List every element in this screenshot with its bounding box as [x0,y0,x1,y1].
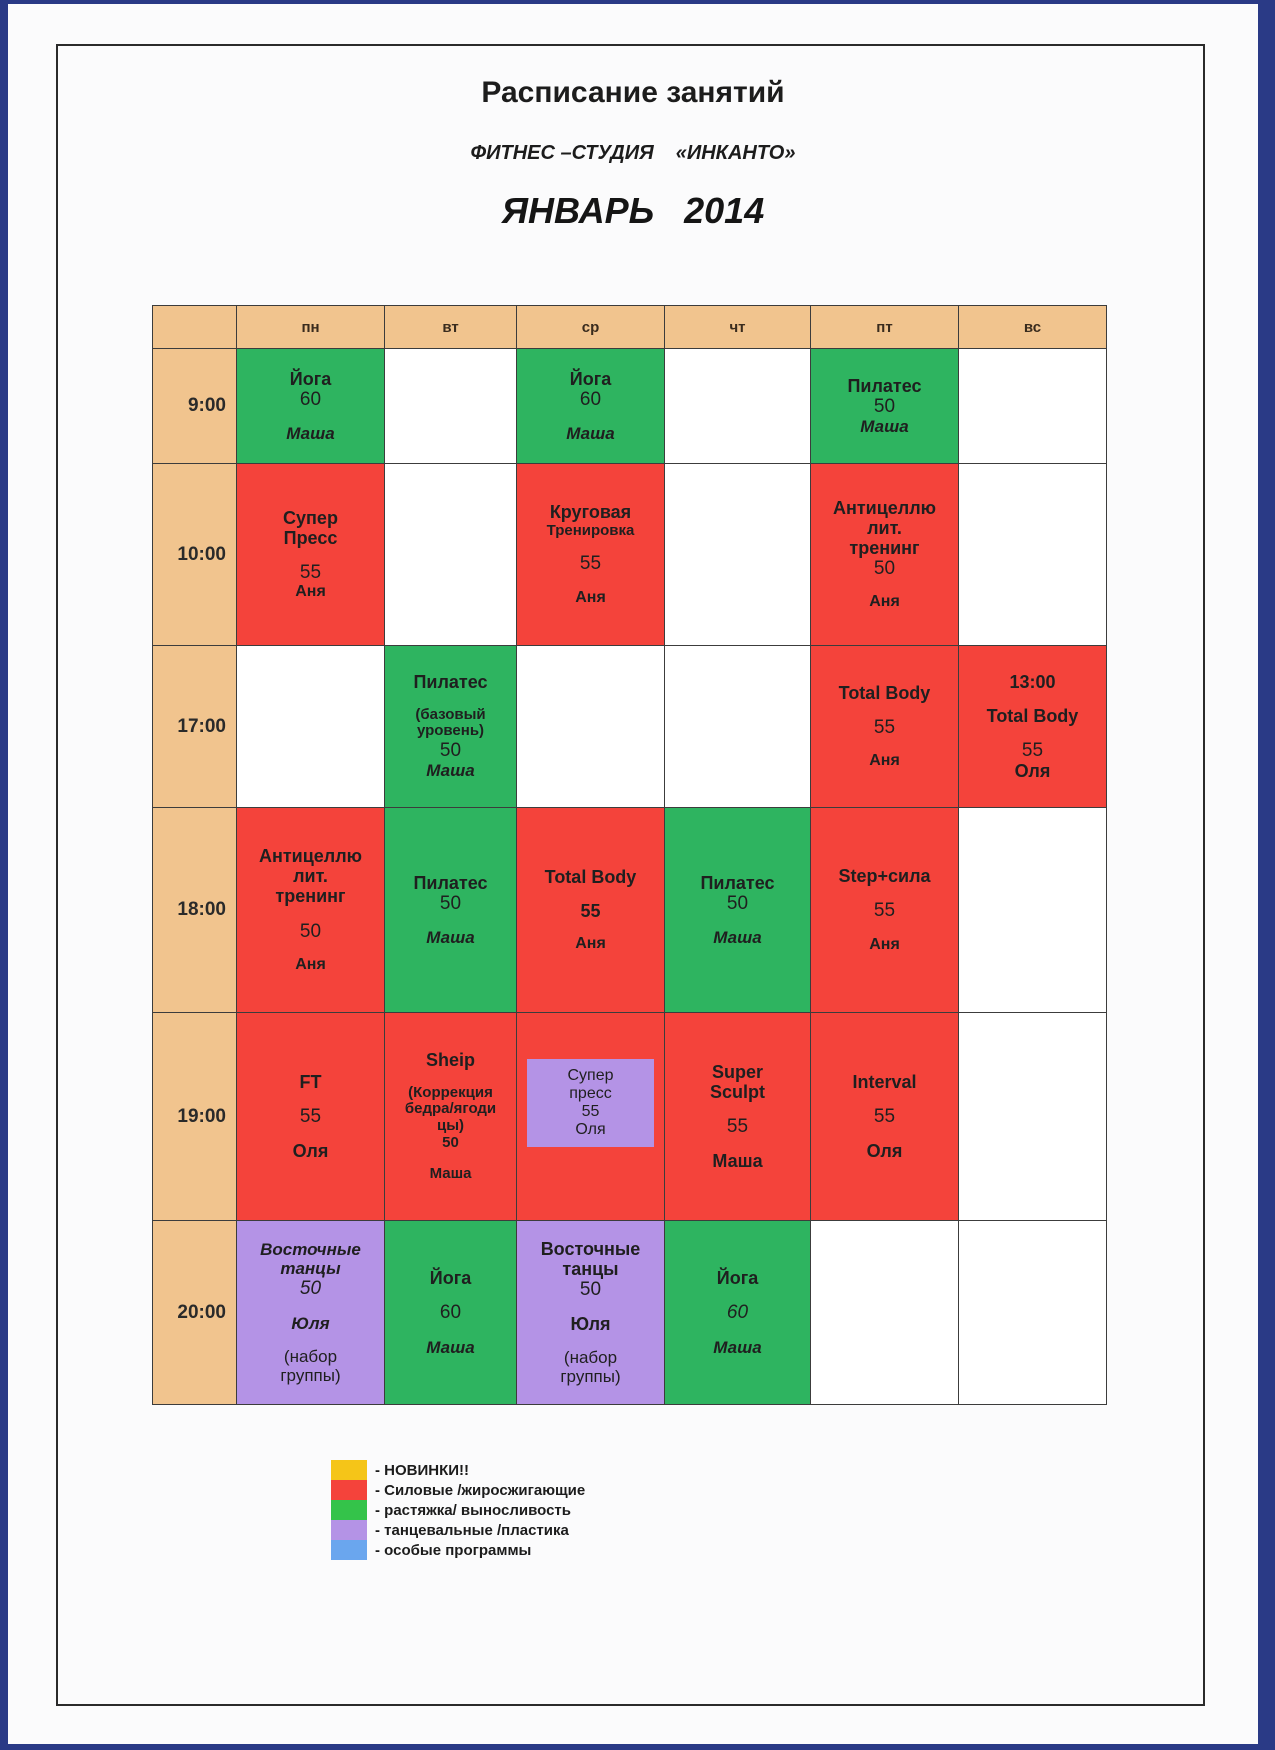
day-header: ср [517,306,665,349]
class-trainer: Оля [575,1120,606,1138]
empty-slot [959,464,1107,646]
class-trainer: Аня [295,955,326,973]
class-name: Interval [852,1071,917,1092]
class-name: Круговая [549,502,632,523]
class-name: танцы [562,1258,619,1279]
corner-cell [153,306,237,349]
class-duration: 60 [726,1302,749,1324]
class-cell [665,1013,811,1221]
class-duration: 50 [726,892,749,914]
class-note: бедра/ягоди [404,1100,497,1118]
class-name: Тренировка [546,521,635,539]
class-cell [385,646,517,808]
class-name: Total Body [986,705,1079,726]
class-cell [237,464,385,646]
time-cell: 18:00 [153,808,237,1013]
studio-prefix: ФИТНЕС –СТУДИЯ [470,142,654,164]
class-cell [665,1221,811,1405]
legend-label: - особые программы [375,1541,532,1559]
class-name: Йога [289,368,332,389]
class-duration: 60 [299,388,322,410]
class-name: FT [299,1071,322,1092]
class-cell [385,1013,517,1221]
empty-slot [385,349,517,464]
class-trainer: Маша [286,424,335,444]
class-name: лит. [867,517,902,538]
class-cell [517,1013,665,1221]
class-cell [811,349,959,464]
day-header: вс [959,306,1107,349]
empty-slot [665,349,811,464]
class-name: Step+сила [838,866,931,887]
class-name: Пилатес [847,375,922,396]
legend-label: - НОВИНКИ!! [375,1461,470,1479]
class-name: Йога [429,1268,472,1289]
studio-line [8,142,1258,165]
header-row [153,306,1107,349]
class-name: Антицеллю [258,846,363,867]
class-cell [237,349,385,464]
class-duration: 50 [442,1133,459,1151]
class-duration: 55 [873,716,896,738]
class-cell [665,808,811,1013]
class-trainer: Маша [860,417,909,437]
class-cell [385,1221,517,1405]
class-duration: 50 [439,892,462,914]
class-name: Йога [569,368,612,389]
class-name: Йога [716,1268,759,1289]
class-name: Total Body [544,866,637,887]
month-name: ЯНВАРЬ [501,190,655,231]
legend-label: - растяжка/ выносливость [375,1501,571,1519]
class-name: Пилатес [700,872,775,893]
time-row [153,1221,1107,1405]
class-name: пресс [569,1084,612,1102]
class-name: Пилатес [413,672,488,693]
class-cell [811,646,959,808]
class-trainer: Аня [575,588,606,606]
schedule-table [152,305,1107,1405]
class-name: тренинг [275,886,346,907]
class-cell [237,1013,385,1221]
time-cell: 10:00 [153,464,237,646]
class-name: Пресс [283,527,338,548]
month-year: 2014 [684,190,765,231]
class-trainer: Маша [426,1337,475,1357]
class-cell [959,646,1107,808]
day-header: пт [811,306,959,349]
class-duration: 55 [580,901,601,922]
class-note: группы) [560,1367,621,1387]
legend-swatch [331,1480,367,1500]
class-name: Sheip [425,1050,475,1071]
class-cell [517,808,665,1013]
day-header: вт [385,306,517,349]
class-cell [811,808,959,1013]
class-duration: 55 [726,1115,749,1137]
legend-swatch [331,1540,367,1560]
time-cell: 19:00 [153,1013,237,1221]
class-note: (базовый [415,705,486,723]
class-trainer: Аня [869,593,900,611]
class-duration: 55 [873,900,896,922]
legend-item [331,1540,585,1560]
class-cell [517,464,665,646]
legend-item [331,1500,585,1520]
class-start-time: 13:00 [1009,671,1056,692]
legend-swatch [331,1460,367,1480]
class-trainer: Аня [869,752,900,770]
class-name: Супер [283,507,338,528]
class-note: уровень) [416,722,485,740]
legend-label: - танцевальные /пластика [375,1521,569,1539]
time-cell: 20:00 [153,1221,237,1405]
class-note: (Коррекция [408,1083,493,1101]
time-cell: 9:00 [153,349,237,464]
class-trainer: Маша [426,761,475,781]
class-duration: 50 [299,1278,322,1300]
class-cell [517,349,665,464]
empty-slot [959,1013,1107,1221]
class-trainer: Маша [426,928,475,948]
class-duration: 50 [299,920,322,942]
empty-slot [665,464,811,646]
empty-slot [811,1221,959,1405]
paper-sheet [8,4,1258,1744]
class-note: цы) [436,1117,465,1135]
class-name: Супер [567,1066,614,1084]
class-trainer: Маша [713,928,762,948]
class-name: Антицеллю [832,497,937,518]
empty-slot [959,1221,1107,1405]
class-duration: 55 [299,562,322,584]
class-duration: 50 [579,1278,602,1300]
class-trainer: Аня [869,935,900,953]
class-duration: 50 [873,395,896,417]
class-duration: 60 [579,388,602,410]
class-name: Восточные [260,1240,361,1260]
time-row [153,464,1107,646]
class-trainer: Оля [866,1141,903,1162]
class-duration: 55 [579,553,602,575]
color-legend [331,1460,585,1560]
class-trainer: Маша [566,424,615,444]
legend-item [331,1520,585,1540]
empty-slot [517,646,665,808]
class-note: группы) [280,1365,341,1385]
highlight-block [527,1059,654,1147]
class-duration: 50 [873,558,896,580]
time-row [153,646,1107,808]
empty-slot [959,349,1107,464]
day-header: чт [665,306,811,349]
class-duration: 55 [581,1102,600,1120]
class-cell [811,464,959,646]
class-name: лит. [293,866,328,887]
class-cell [517,1221,665,1405]
class-name: Восточные [540,1238,641,1259]
class-duration: 50 [439,740,462,762]
time-cell: 17:00 [153,646,237,808]
class-name: Пилатес [413,872,488,893]
class-note: (набор [563,1348,618,1368]
legend-item [331,1480,585,1500]
studio-name: «ИНКАНТО» [675,142,796,164]
empty-slot [959,808,1107,1013]
empty-slot [237,646,385,808]
day-header: пн [237,306,385,349]
class-cell [237,1221,385,1405]
class-name: Sculpt [709,1081,765,1102]
class-trainer: Оля [292,1141,329,1162]
empty-slot [665,646,811,808]
class-name: Total Body [838,682,931,703]
class-trainer: Юля [291,1313,330,1333]
time-row [153,1013,1107,1221]
class-cell [811,1013,959,1221]
class-duration: 55 [873,1105,896,1127]
class-trainer: Маша [713,1337,762,1357]
legend-item [331,1460,585,1480]
class-name: тренинг [849,537,920,558]
time-row [153,808,1107,1013]
time-row [153,349,1107,464]
class-cell [385,808,517,1013]
class-cell [237,808,385,1013]
class-trainer: Маша [429,1164,472,1182]
class-trainer: Маша [712,1151,763,1172]
legend-swatch [331,1500,367,1520]
class-trainer: Оля [1014,761,1051,782]
class-duration: 55 [1021,739,1044,761]
class-name: танцы [280,1259,341,1279]
class-name: Super [711,1061,763,1082]
page-title: Расписание занятий [481,76,785,109]
class-trainer: Аня [575,935,606,953]
class-duration: 60 [439,1302,462,1324]
empty-slot [385,464,517,646]
class-trainer: Аня [295,583,326,601]
month-heading [8,190,1258,232]
class-duration: 55 [299,1105,322,1127]
legend-swatch [331,1520,367,1540]
class-trainer: Юля [570,1314,611,1335]
class-note: (набор [283,1346,338,1366]
legend-label: - Силовые /жиросжигающие [375,1481,586,1499]
